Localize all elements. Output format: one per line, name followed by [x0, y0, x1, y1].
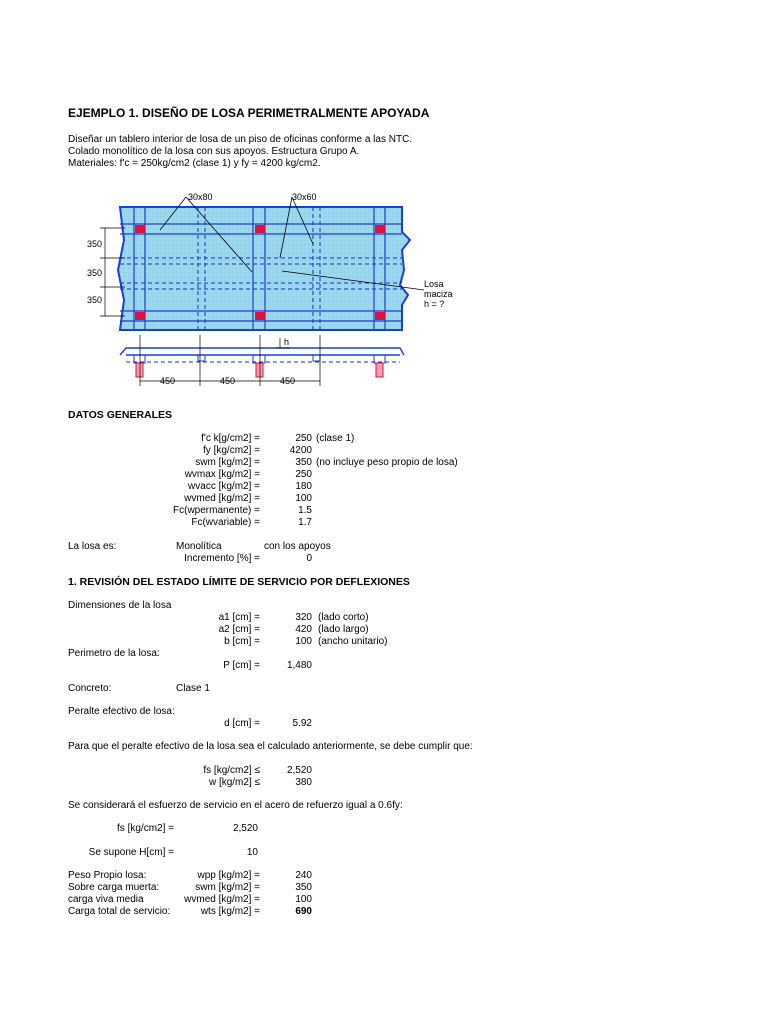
losa-label: La losa es: — [68, 541, 117, 552]
slab-label-2: maciza — [424, 289, 453, 299]
losa-type: Monolítica — [176, 541, 222, 552]
dimensiones-heading: Dimensiones de la losa — [68, 600, 172, 611]
h-supone-value: 10 — [246, 847, 258, 858]
dim-value: 320 — [295, 612, 312, 623]
dg-value: 100 — [295, 493, 312, 504]
dim-value: 100 — [295, 636, 312, 647]
carga-desc: carga viva media — [68, 894, 144, 905]
dg-label: wvmed [kg/m2] = — [184, 493, 260, 504]
dg-label: fy [kg/cm2] = — [203, 445, 260, 456]
condicion-text: Para que el peralte efectivo de la losa sea el calculado anteriormente, se debe cumplir que: — [68, 741, 473, 752]
peralte-value: 5.92 — [292, 718, 312, 729]
carga-desc: Peso Propio losa: — [68, 870, 147, 881]
dg-value: 350 — [295, 457, 312, 468]
carga-total-value: 690 — [295, 906, 312, 917]
cond-label: fs [kg/cm2] ≤ — [203, 765, 260, 776]
peralte-label: d [cm] = — [224, 718, 260, 729]
esfuerzo-text: Se considerará el esfuerzo de servicio en el acero de refuerzo igual a 0.6fy: — [68, 800, 403, 811]
dim-note: (lado largo) — [318, 624, 369, 635]
dg-value: 250 — [295, 433, 312, 444]
dim-v-3: 350 — [87, 295, 103, 305]
perimetro-heading: Perimetro de la losa: — [68, 648, 160, 659]
incremento-label: Incremento [%] = — [184, 553, 260, 564]
perimetro-label: P [cm] = — [223, 660, 260, 671]
dg-value: 1.5 — [298, 505, 312, 516]
concreto-label: Concreto: — [68, 683, 112, 694]
perimetro-value: 1,480 — [286, 660, 312, 671]
carga-label: swm [kg/m2] = — [195, 882, 260, 893]
dim-h-1: 450 — [160, 376, 176, 386]
cond-value: 380 — [295, 777, 312, 788]
carga-value: 240 — [295, 870, 312, 881]
dg-label: wvmax [kg/m2] = — [184, 469, 260, 480]
h-supone-label: Se supone H[cm] = — [88, 847, 174, 858]
dim-note: (ancho unitario) — [318, 636, 388, 647]
dim-h-3: 450 — [280, 376, 296, 386]
concreto-value: Clase 1 — [176, 683, 210, 694]
dim-value: 420 — [295, 624, 312, 635]
datos-generales-heading: DATOS GENERALES — [68, 409, 173, 421]
slab-label-3: h = ? — [424, 299, 445, 309]
dim-v-2: 350 — [87, 268, 103, 278]
dim-label: a1 [cm] = — [218, 612, 260, 623]
carga-value: 100 — [295, 894, 312, 905]
losa-note: con los apoyos — [264, 541, 331, 552]
dg-note: (no incluye peso propio de losa) — [316, 457, 458, 468]
cond-label: w [kg/m2] ≤ — [208, 777, 260, 788]
fs-label: fs [kg/cm2] = — [117, 823, 174, 834]
intro-line-1: Diseñar un tablero interior de losa de un piso de oficinas conforme a las NTC. — [68, 134, 413, 145]
dg-label: f'c k[g/cm2] = — [201, 433, 260, 444]
carga-label: wvmed [kg/m2] = — [184, 894, 260, 905]
carga-label: wts [kg/m2] = — [200, 906, 260, 917]
intro-line-2: Colado monolítico de la losa con sus apoyos. Estructura Grupo A. — [68, 146, 360, 157]
dg-value: 1.7 — [298, 517, 312, 528]
dg-value: 4200 — [289, 445, 312, 456]
page-title: EJEMPLO 1. DISEÑO DE LOSA PERIMETRALMENTE APOYADA — [68, 106, 430, 120]
beam-label-30x80: 30x80 — [188, 192, 213, 202]
dg-label: wvacc [kg/m2] = — [188, 481, 260, 492]
dim-label: b [cm] = — [224, 636, 260, 647]
carga-label: wpp [kg/m2] = — [197, 870, 260, 881]
incremento-value: 0 — [306, 553, 312, 564]
section1-heading: 1. REVISIÓN DEL ESTADO LÍMITE DE SERVICIO POR DEFLEXIONES — [68, 576, 410, 588]
dg-value: 250 — [295, 469, 312, 480]
slab-label-1: Losa — [424, 279, 444, 289]
intro-line-3: Materiales: f'c = 250kg/cm2 (clase 1) y fy = 4200 kg/cm2. — [68, 158, 321, 169]
carga-desc: Sobre carga muerta: — [68, 882, 160, 893]
dim-note: (lado corto) — [318, 612, 369, 623]
carga-desc: Carga total de servicio: — [68, 906, 171, 917]
dg-label: Fc(wvariable) = — [191, 517, 260, 528]
peralte-heading: Peralte efectivo de losa: — [68, 706, 175, 717]
beam-label-30x60: 30x60 — [292, 192, 317, 202]
cond-value: 2,520 — [286, 765, 312, 776]
h-label: h — [284, 337, 290, 347]
dg-label: Fc(wpermanente) = — [173, 505, 260, 516]
dim-v-1: 350 — [87, 239, 103, 249]
carga-value: 350 — [295, 882, 312, 893]
dg-value: 180 — [295, 481, 312, 492]
dg-label: swm [kg/m2] = — [195, 457, 260, 468]
slab-plan-diagram — [0, 180, 768, 390]
dg-note: (clase 1) — [316, 433, 355, 444]
dim-h-2: 450 — [220, 376, 236, 386]
fs-value: 2,520 — [232, 823, 258, 834]
dim-label: a2 [cm] = — [218, 624, 260, 635]
